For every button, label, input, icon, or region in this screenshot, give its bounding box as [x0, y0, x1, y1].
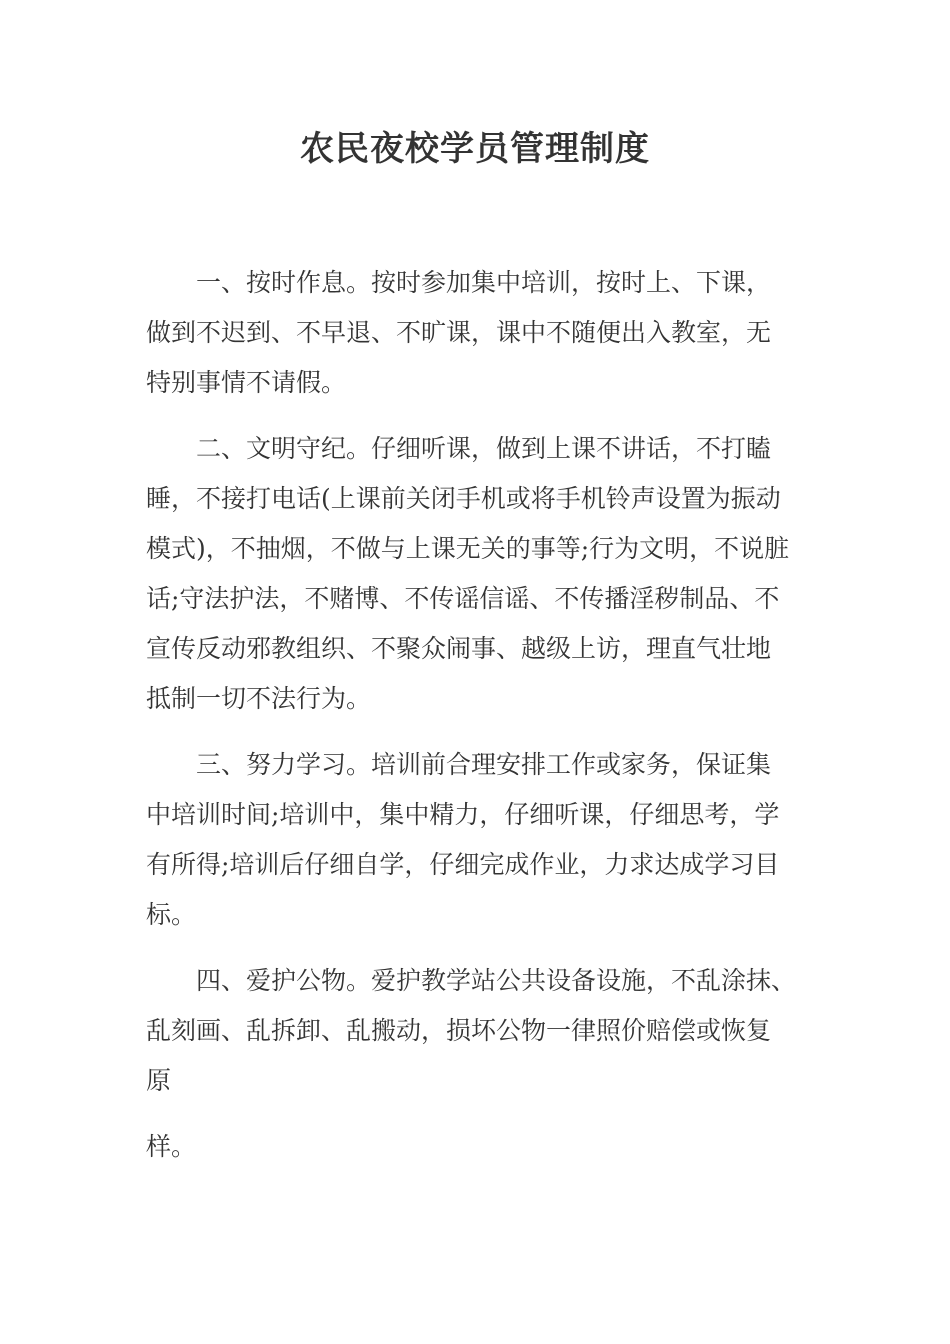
paragraph-3: 三、努力学习。培训前合理安排工作或家务，保证集 中培训时间;培训中，集中精力，仔细听课，仔细思考，学 有所得;培训后仔细自学，仔细完成作业，力求达成学习目 标。: [146, 750, 780, 929]
document-body: [146, 258, 806, 1188]
page-title: 农民夜校学员管理制度: [300, 129, 650, 169]
paragraph-2: 二、文明守纪。仔细听课，做到上课不讲话，不打瞌 睡，不接打电话(上课前关闭手机或将手机铃声设置为振动 模式)，不抽烟，不做与上课无关的事等;行为文明，不说脏 话;守法护法，不赌博、不传谣信谣、不传播淫秽制品、不 宣传反动邪教组织、不聚众闹事、越级上访，理直气壮地 抵制一切不法行为。: [146, 434, 790, 713]
paragraph-4: 四、爱护公物。爱护教学站公共设备设施，不乱涂抹、 乱刻画、乱拆卸、乱搬动，损坏公物一律照价赔偿或恢复 原: [146, 966, 797, 1095]
paragraph-1: 一、按时作息。按时参加集中培训，按时上、下课， 做到不迟到、不早退、不旷课，课中不随便出入教室，无 特别事情不请假。: [146, 268, 772, 397]
paragraph-4-tail: 样。: [146, 1132, 197, 1161]
